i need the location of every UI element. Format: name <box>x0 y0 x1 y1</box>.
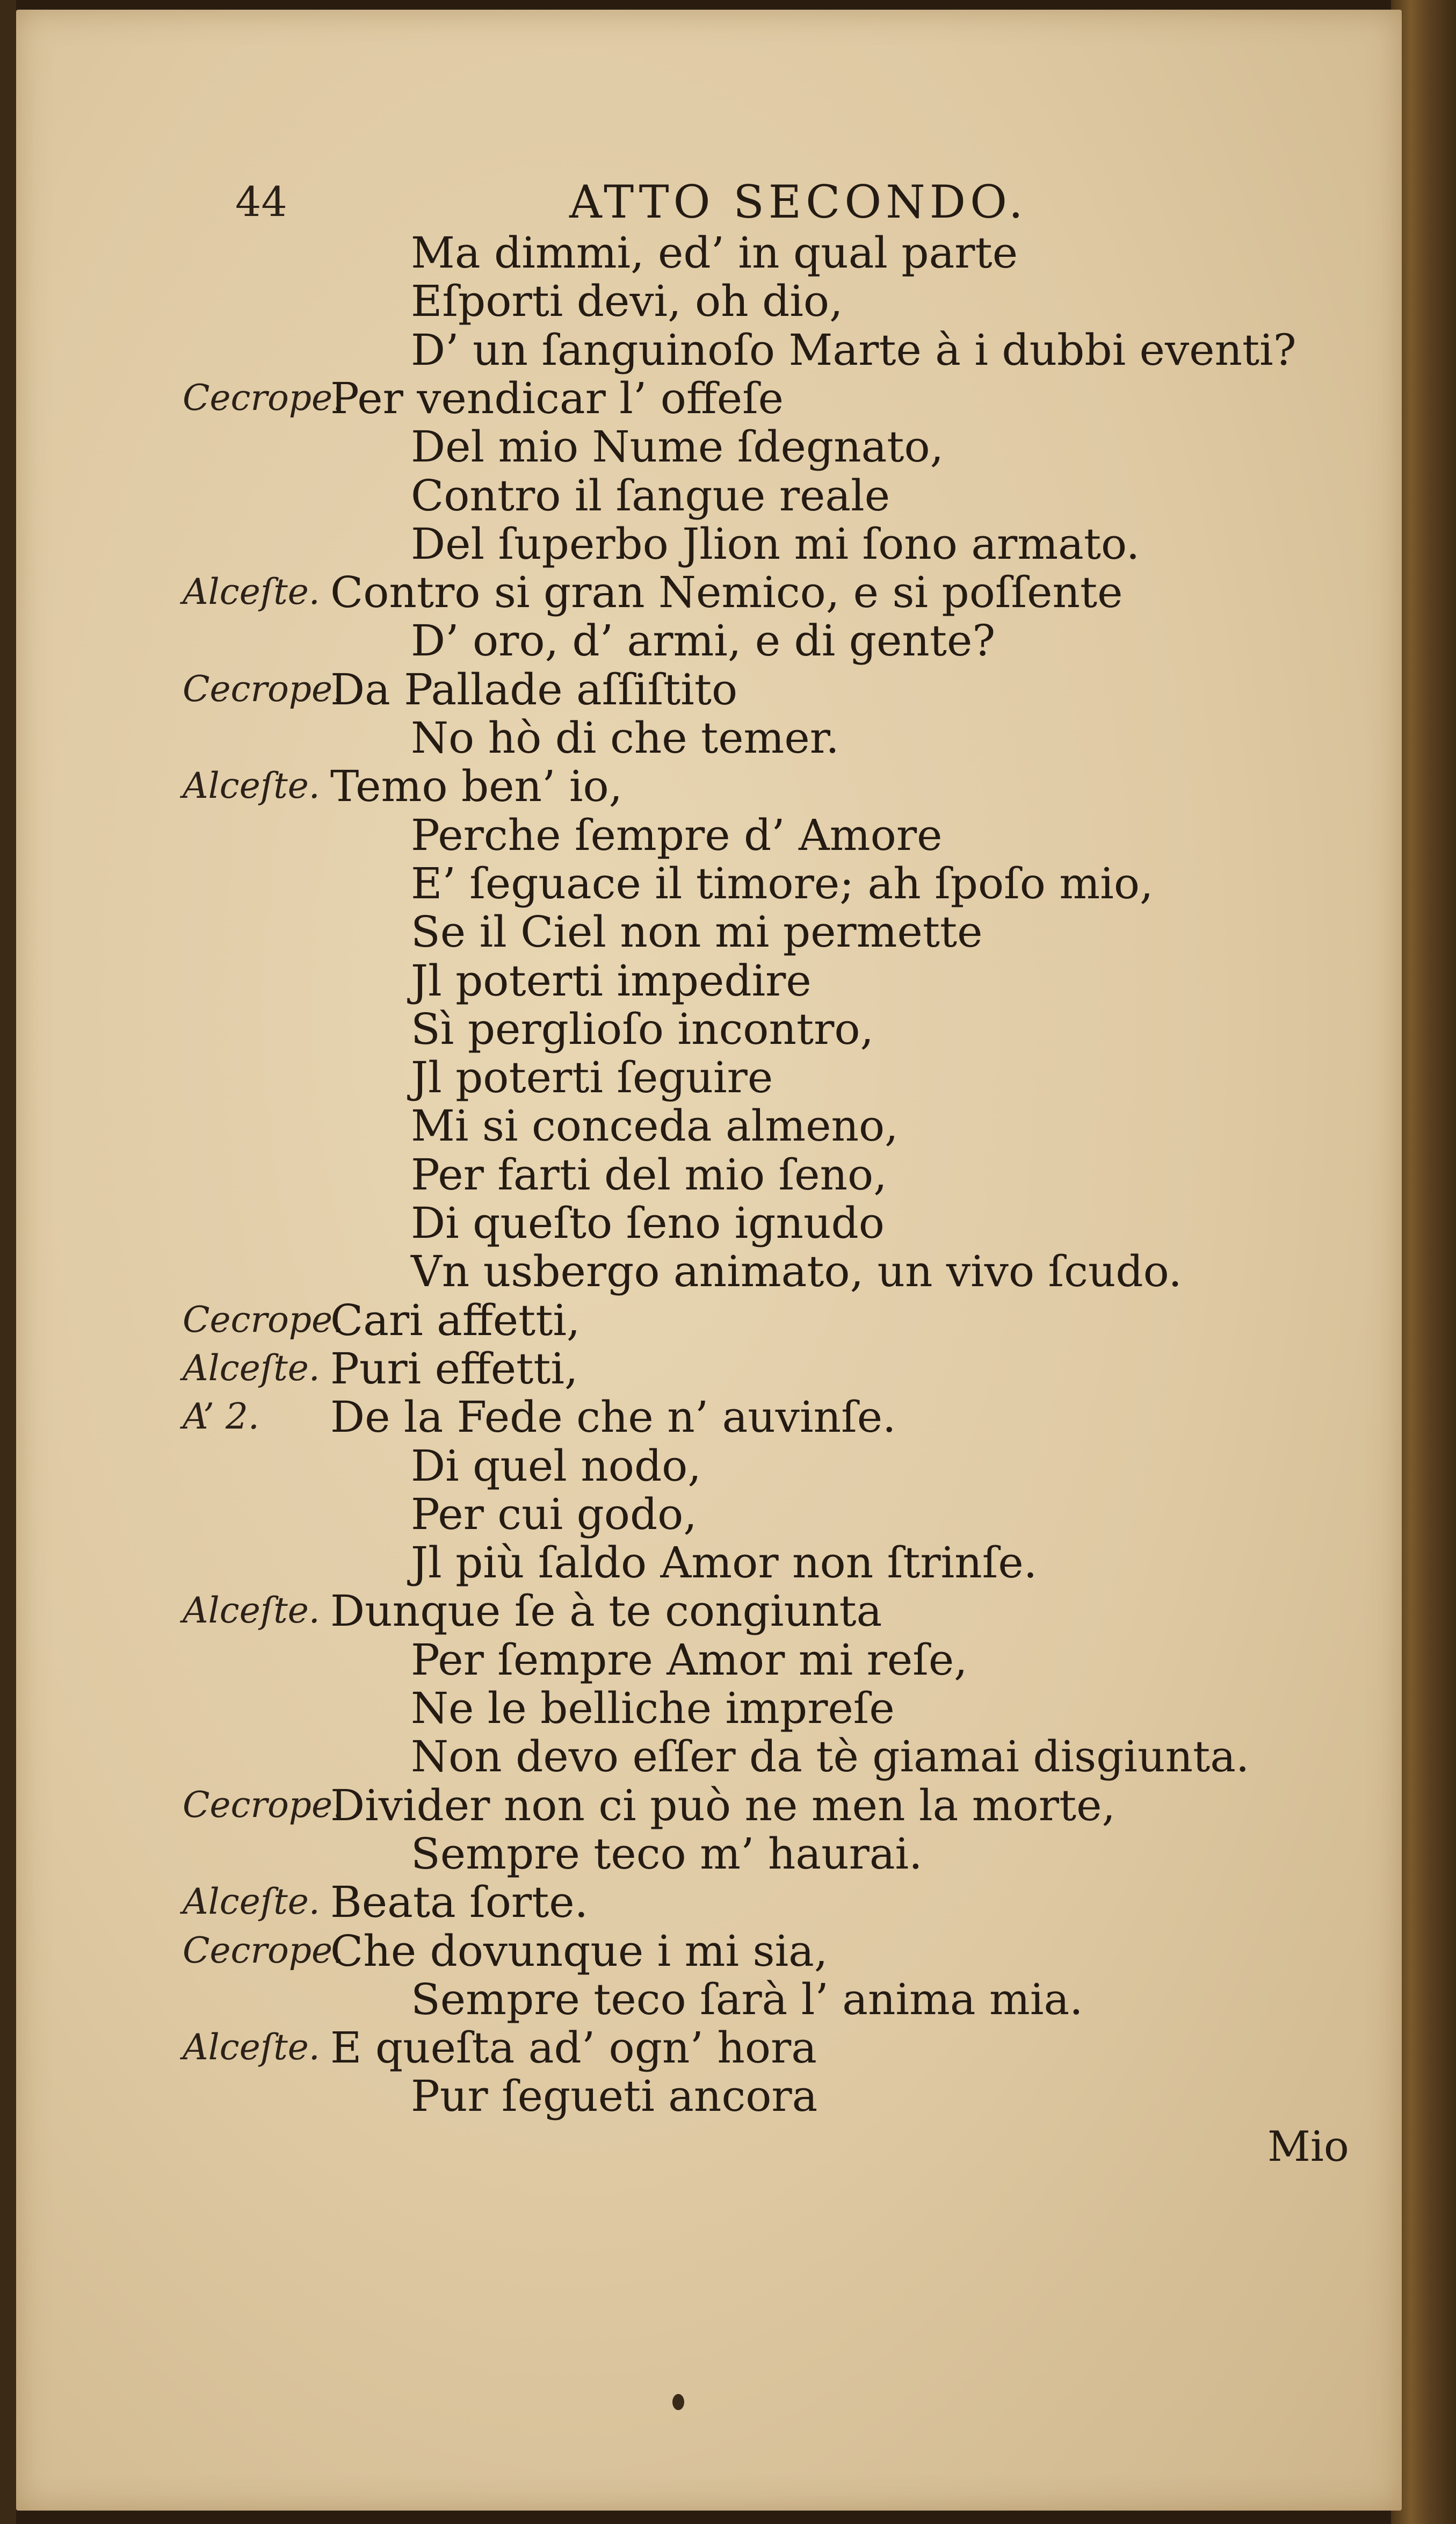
verse-text: Divider non ci può ne men la morte, <box>330 1780 1115 1830</box>
verse-line <box>16 1731 1402 1783</box>
verse-line <box>16 1634 1402 1686</box>
speaker-name: Alceſte. <box>183 1590 320 1632</box>
verse-text: Che dovunque i mi sia, <box>330 1926 828 1976</box>
verse-text: Eſporti devi, oh dio, <box>411 276 843 327</box>
verse-line <box>16 2022 1402 2074</box>
verse-text: Del ſuperbo Jlion mi ſono armato. <box>411 518 1140 569</box>
verse-text: Sempre teco m’ haurai. <box>411 1828 923 1879</box>
verse-text: Beata ſorte. <box>330 1877 589 1928</box>
verse-text: Sempre teco ſarà l’ anima mia. <box>411 1974 1083 2024</box>
verse-line <box>16 1828 1402 1880</box>
verse-text: Per cui godo, <box>411 1489 697 1539</box>
catchword: Mio <box>1267 2123 1349 2171</box>
verse-text: Pur ſegueti ancora <box>411 2071 818 2122</box>
verse-line <box>16 906 1402 958</box>
verse-line <box>16 1537 1402 1589</box>
verse-text: Sì perglioſo incontro, <box>411 1004 874 1054</box>
speaker-name: Alceſte. <box>183 2027 320 2068</box>
verse-line <box>16 324 1402 376</box>
verse-line <box>16 1100 1402 1152</box>
verse-text: D’ oro, d’ armi, e di gente? <box>411 616 996 666</box>
verse-line <box>16 1004 1402 1055</box>
speaker-name: Alceſte. <box>183 1347 320 1389</box>
verse-text: Perche ſempre d’ Amore <box>411 810 943 860</box>
verse-line <box>16 1683 1402 1734</box>
verse-line <box>16 2071 1402 2122</box>
running-title: ATTO SECONDO. <box>569 176 1027 228</box>
ornament-dot <box>672 2394 684 2410</box>
verse-line <box>16 615 1402 667</box>
speaker-name: Cecrope. <box>183 1299 344 1340</box>
verse-text: Jl poterti impedire <box>411 955 812 1006</box>
verse-text: Di queſto ſeno ignudo <box>411 1198 885 1248</box>
verse-text: Dunque ſe à te congiunta <box>330 1586 882 1636</box>
verse-line <box>16 1052 1402 1104</box>
verse-text: E’ ſeguace il timore; ah ſpoſo mio, <box>411 858 1154 908</box>
verse-text: Temo ben’ io, <box>330 761 623 812</box>
verse-text: Da Pallade aſſiſtito <box>330 664 738 715</box>
speaker-name: Cecrope. <box>183 377 344 419</box>
verse-text: Di quel nodo, <box>411 1440 701 1491</box>
verse-line <box>16 373 1402 424</box>
verse-text: Jl poterti ſeguire <box>411 1052 773 1103</box>
verse-line <box>16 1585 1402 1637</box>
verse-text: Jl più ſaldo Amor non ſtrinſe. <box>411 1538 1038 1588</box>
verse-line <box>16 470 1402 522</box>
verse-line <box>16 1489 1402 1540</box>
verse-line <box>16 1391 1402 1443</box>
speaker-name: Alceſte. <box>183 571 320 613</box>
speaker-name: Cecrope. <box>183 668 344 710</box>
verse-line <box>16 1780 1402 1831</box>
verse-line <box>16 1149 1402 1201</box>
verse-line <box>16 664 1402 716</box>
verse-text: E queſta ad’ ogn’ hora <box>330 2023 817 2073</box>
speaker-name: Alceſte. <box>183 765 320 807</box>
speaker-name: A’ 2. <box>183 1396 259 1438</box>
verse-text: Contro si gran Nemico, e si poſſente <box>330 567 1123 618</box>
verse-text: D’ un ſanguinoſo Marte à i dubbi eventi? <box>411 324 1296 375</box>
page-header <box>16 176 1402 228</box>
verse-line <box>16 421 1402 473</box>
verse-text: Ne le belliche impreſe <box>411 1683 895 1733</box>
verse-line <box>16 1295 1402 1346</box>
verse-text: No hò di che temer. <box>411 713 839 763</box>
verse-line <box>16 858 1402 910</box>
scan-background-left <box>0 0 16 2524</box>
verse-line <box>16 810 1402 861</box>
verse-text: Ma dimmi, ed’ in qual parte <box>411 228 1018 278</box>
verse-text: Contro il ſangue reale <box>411 470 890 521</box>
verse-text: Del mio Nume ſdegnato, <box>411 422 944 472</box>
verse-line <box>16 518 1402 570</box>
verse-line <box>16 1198 1402 1249</box>
verse-text: Vn usbergo animato, un vivo ſcudo. <box>411 1246 1182 1297</box>
verse-line <box>16 955 1402 1007</box>
verse-line <box>16 1246 1402 1297</box>
speaker-name: Alceſte. <box>183 1881 320 1923</box>
verse-text: Per farti del mio ſeno, <box>411 1149 887 1200</box>
page-number: 44 <box>235 178 287 226</box>
verse-line <box>16 712 1402 764</box>
speaker-name: Cecrope. <box>183 1929 344 1971</box>
verse-text: Cari affetti, <box>330 1295 581 1345</box>
verse-text: Puri effetti, <box>330 1343 578 1394</box>
verse-text: Mi si conceda almeno, <box>411 1101 899 1151</box>
verse-text: Non devo eſſer da tè giamai disgiunta. <box>411 1732 1250 1782</box>
verse-line <box>16 761 1402 812</box>
verse-line <box>16 227 1402 279</box>
verse-line <box>16 276 1402 327</box>
verse-line <box>16 567 1402 618</box>
verse-line <box>16 1343 1402 1395</box>
book-page <box>16 10 1402 2511</box>
verse-text: Se il Ciel non mi permette <box>411 907 983 957</box>
verse-line <box>16 1440 1402 1492</box>
verse-text: Per ſempre Amor mi reſe, <box>411 1634 968 1685</box>
verse-line <box>16 1926 1402 1977</box>
speaker-name: Cecrope. <box>183 1784 344 1826</box>
verse-text: Per vendicar l’ offeſe <box>330 373 784 423</box>
verse-line <box>16 1974 1402 2025</box>
verse-line <box>16 1877 1402 1928</box>
verse-text: De la Fede che n’ auvinſe. <box>330 1392 896 1443</box>
